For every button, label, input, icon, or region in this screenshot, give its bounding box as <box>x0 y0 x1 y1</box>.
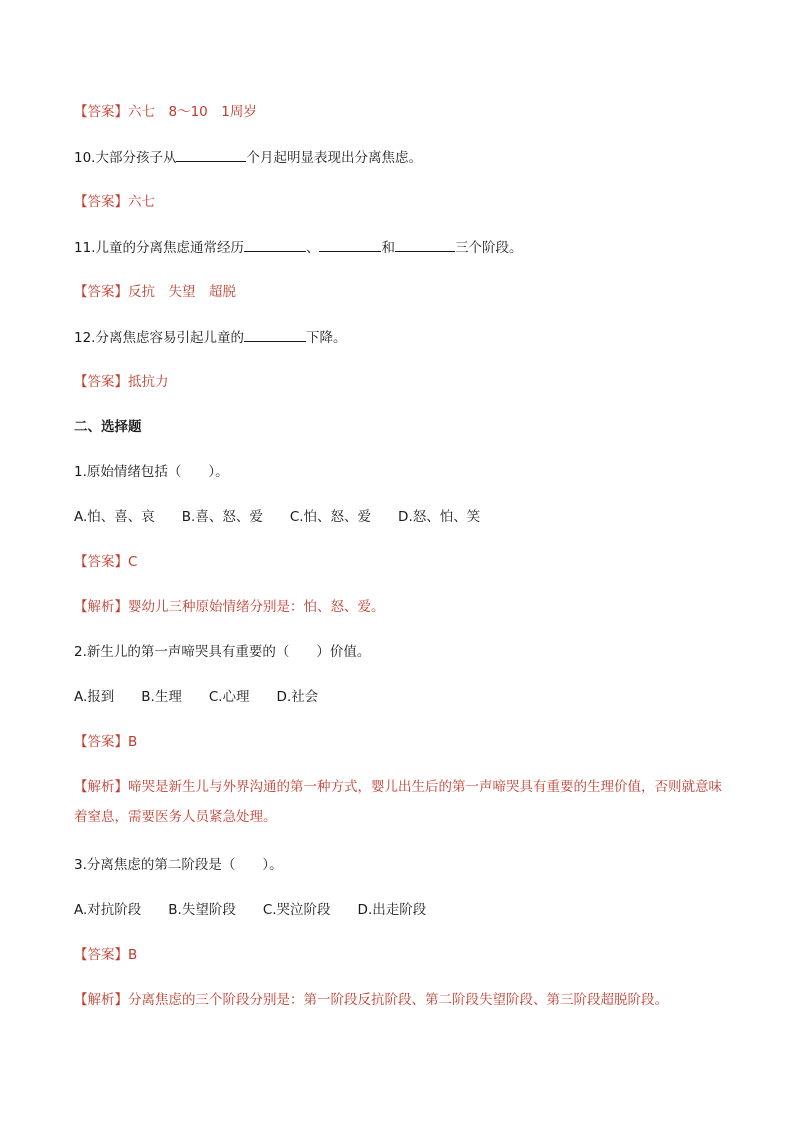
answer-line-9 <box>74 102 734 122</box>
question-text: 10.大部分孩子从 <box>74 150 177 166</box>
fill-blank <box>176 147 246 162</box>
answer-value: B <box>128 947 138 963</box>
fill-blank <box>395 237 455 252</box>
answer-tag: 【答案】 <box>74 947 128 963</box>
question-text: 、 <box>305 240 320 256</box>
choice-answer-2 <box>74 732 734 752</box>
answer-tag: 【答案】 <box>74 194 128 210</box>
question-text: 12.分离焦虑容易引起儿童的 <box>74 330 244 346</box>
choice-explanation-1 <box>74 597 734 617</box>
choice-options-3: A.对抗阶段 B.失望阶段 C.哭泣阶段 D.出走阶段 <box>74 902 427 918</box>
answer-tag: 【答案】 <box>74 374 128 390</box>
section-heading: 二、选择题 <box>74 419 142 435</box>
answer-value: 六七 <box>128 194 155 210</box>
answer-value: 六七 8～10 1周岁 <box>128 104 257 120</box>
explanation-text: 婴幼儿三种原始情绪分别是：怕、怒、爱。 <box>128 599 385 615</box>
answer-value: 抵抗力 <box>128 374 169 390</box>
question-text: 个月起明显表现出分离焦虑。 <box>246 150 422 166</box>
fill-blank <box>244 237 306 252</box>
answer-tag: 【答案】 <box>74 284 128 300</box>
explanation-tag: 【解析】 <box>74 992 128 1008</box>
explanation-tag: 【解析】 <box>74 599 128 615</box>
answer-line-12 <box>74 372 734 392</box>
answer-tag: 【答案】 <box>74 104 128 120</box>
answer-value: 反抗 失望 超脱 <box>128 284 236 300</box>
choice-explanation-3 <box>74 990 734 1010</box>
explanation-text: 啼哭是新生儿与外界沟通的第一种方式，婴儿出生后的第一声啼哭具有重要的生理价值，否则就意味着窒息，需要医务人员紧急处理。 <box>74 779 722 825</box>
choice-options-2: A.报到 B.生理 C.心理 D.社会 <box>74 689 319 705</box>
explanation-tag: 【解析】 <box>74 779 128 795</box>
question-11 <box>74 237 734 258</box>
question-12 <box>74 327 734 348</box>
question-text: 三个阶段。 <box>454 240 523 256</box>
question-text: 下降。 <box>305 330 347 346</box>
answer-value: B <box>128 734 138 750</box>
answer-line-11 <box>74 282 734 302</box>
answer-line-10 <box>74 192 734 212</box>
choice-answer-1 <box>74 552 734 572</box>
question-text: 11.儿童的分离焦虑通常经历 <box>74 240 244 256</box>
choice-question-1: 1.原始情绪包括（ ）。 <box>74 464 229 480</box>
choice-explanation-2 <box>74 772 734 832</box>
choice-question-2: 2.新生儿的第一声啼哭具有重要的（ ）价值。 <box>74 644 371 660</box>
answer-tag: 【答案】 <box>74 734 128 750</box>
question-text: 和 <box>381 240 395 256</box>
choice-answer-3 <box>74 945 734 965</box>
fill-blank <box>319 237 381 252</box>
choice-question-3: 3.分离焦虑的第二阶段是（ ）。 <box>74 857 283 873</box>
choice-options-1: A.怕、喜、哀 B.喜、怒、爱 C.怕、怒、爱 D.怒、怕、笑 <box>74 509 481 525</box>
answer-value: C <box>128 554 138 570</box>
answer-tag: 【答案】 <box>74 554 128 570</box>
fill-blank <box>244 327 306 342</box>
explanation-text: 分离焦虑的三个阶段分别是：第一阶段反抗阶段、第二阶段失望阶段、第三阶段超脱阶段。 <box>128 992 668 1008</box>
question-10 <box>74 147 734 168</box>
